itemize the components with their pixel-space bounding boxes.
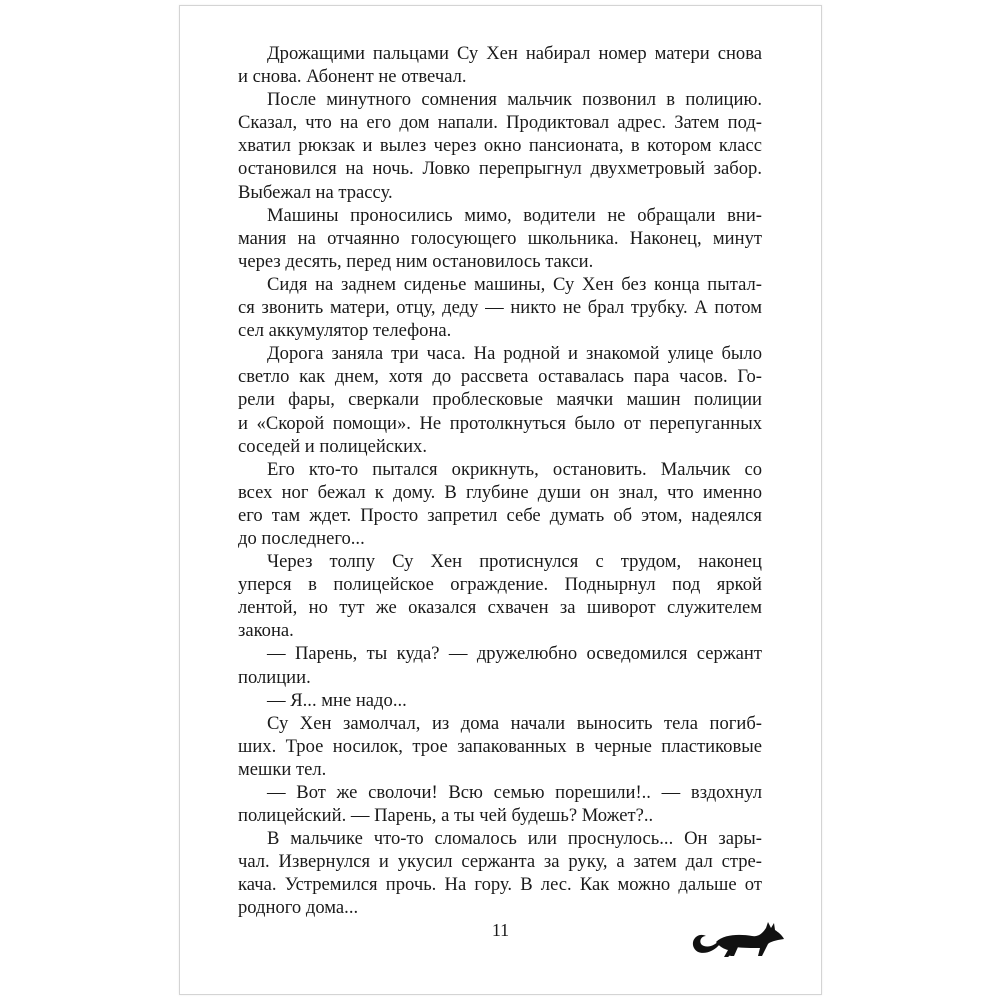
text-line: чал. Извернулся и укусил сержанта за руку, а затем дал стре- xyxy=(238,851,762,873)
text-line: кача. Устремился прочь. На гору. В лес. Как можно дальше от xyxy=(238,874,762,896)
text-line: полицейский. — Парень, а ты чей будешь? Может?.. xyxy=(238,805,654,827)
fox-icon xyxy=(690,914,786,960)
text-line: его там ждет. Просто запретил себе думать об этом, надеялся xyxy=(238,504,762,526)
text-line: соседей и полицейских. xyxy=(238,435,427,457)
text-line: Сказал, что на его дом напали. Продиктовал адрес. Затем под- xyxy=(238,112,762,134)
text-line: В мальчике что-то сломалось или проснулось... Он зары- xyxy=(267,828,762,850)
text-line: рели фары, сверкали проблесковые маячки машин полиции xyxy=(238,389,762,411)
text-line: После минутного сомнения мальчик позвонил в полицию. xyxy=(267,89,762,111)
text-line: Через толпу Су Хен протиснулся с трудом, наконец xyxy=(267,551,762,573)
text-line: мания на отчаянно голосующего школьника. Наконец, минут xyxy=(238,227,762,249)
text-line: всех ног бежал к дому. В глубине души он знал, что именно xyxy=(238,481,762,503)
text-line: ших. Трое носилок, трое запакованных в черные пластиковые xyxy=(238,735,762,757)
text-line: светло как днем, хотя до рассвета оставалась пара часов. Го- xyxy=(238,366,762,388)
text-line: хватил рюкзак и вылез через окно пансионата, в котором класс xyxy=(238,135,762,157)
page-number: 11 xyxy=(491,920,510,940)
text-line: Его кто-то пытался окрикнуть, остановить. Мальчик со xyxy=(267,458,762,480)
text-line: Дорога заняла три часа. На родной и знакомой улице было xyxy=(267,343,762,365)
text-line: Су Хен замолчал, из дома начали выносить тела погиб- xyxy=(267,712,762,734)
text-line: и снова. Абонент не отвечал. xyxy=(238,66,467,88)
page-text xyxy=(238,42,762,920)
text-line: через десять, перед ним остановилось такси. xyxy=(238,250,594,272)
book-page xyxy=(179,5,822,995)
text-line: Выбежал на трассу. xyxy=(238,181,393,203)
text-line: ся звонить матери, отцу, деду — никто не брал трубку. А потом xyxy=(238,297,762,319)
text-line: Машины проносились мимо, водители не обращали вни- xyxy=(267,204,762,226)
text-line: лентой, но тут же оказался схвачен за шиворот служителем xyxy=(238,597,762,619)
text-line: остановился на ночь. Ловко перепрыгнул двухметровый забор. xyxy=(238,158,762,180)
text-line: — Вот же сволочи! Всю семью порешили!.. — вздохнул xyxy=(267,782,762,803)
text-line: до последнего... xyxy=(238,527,365,549)
text-line: — Парень, ты куда? — дружелюбно осведомился сержант xyxy=(267,643,762,665)
text-line: мешки тел. xyxy=(238,758,327,780)
text-line: Дрожащими пальцами Су Хен набирал номер матери снова xyxy=(267,43,762,64)
text-line: Сидя на заднем сиденье машины, Су Хен без конца пытал- xyxy=(267,273,762,295)
text-line: и «Скорой помощи». Не протолкнуться было от перепуганных xyxy=(238,412,762,434)
text-line: полиции. xyxy=(238,666,311,688)
text-line: родного дома... xyxy=(238,897,359,919)
text-line: закона. xyxy=(238,620,294,642)
text-line: сел аккумулятор телефона. xyxy=(238,320,452,342)
text-line: — Я... мне надо... xyxy=(267,689,407,711)
text-line: уперся в полицейское ограждение. Поднырнул под яркой xyxy=(238,574,762,596)
